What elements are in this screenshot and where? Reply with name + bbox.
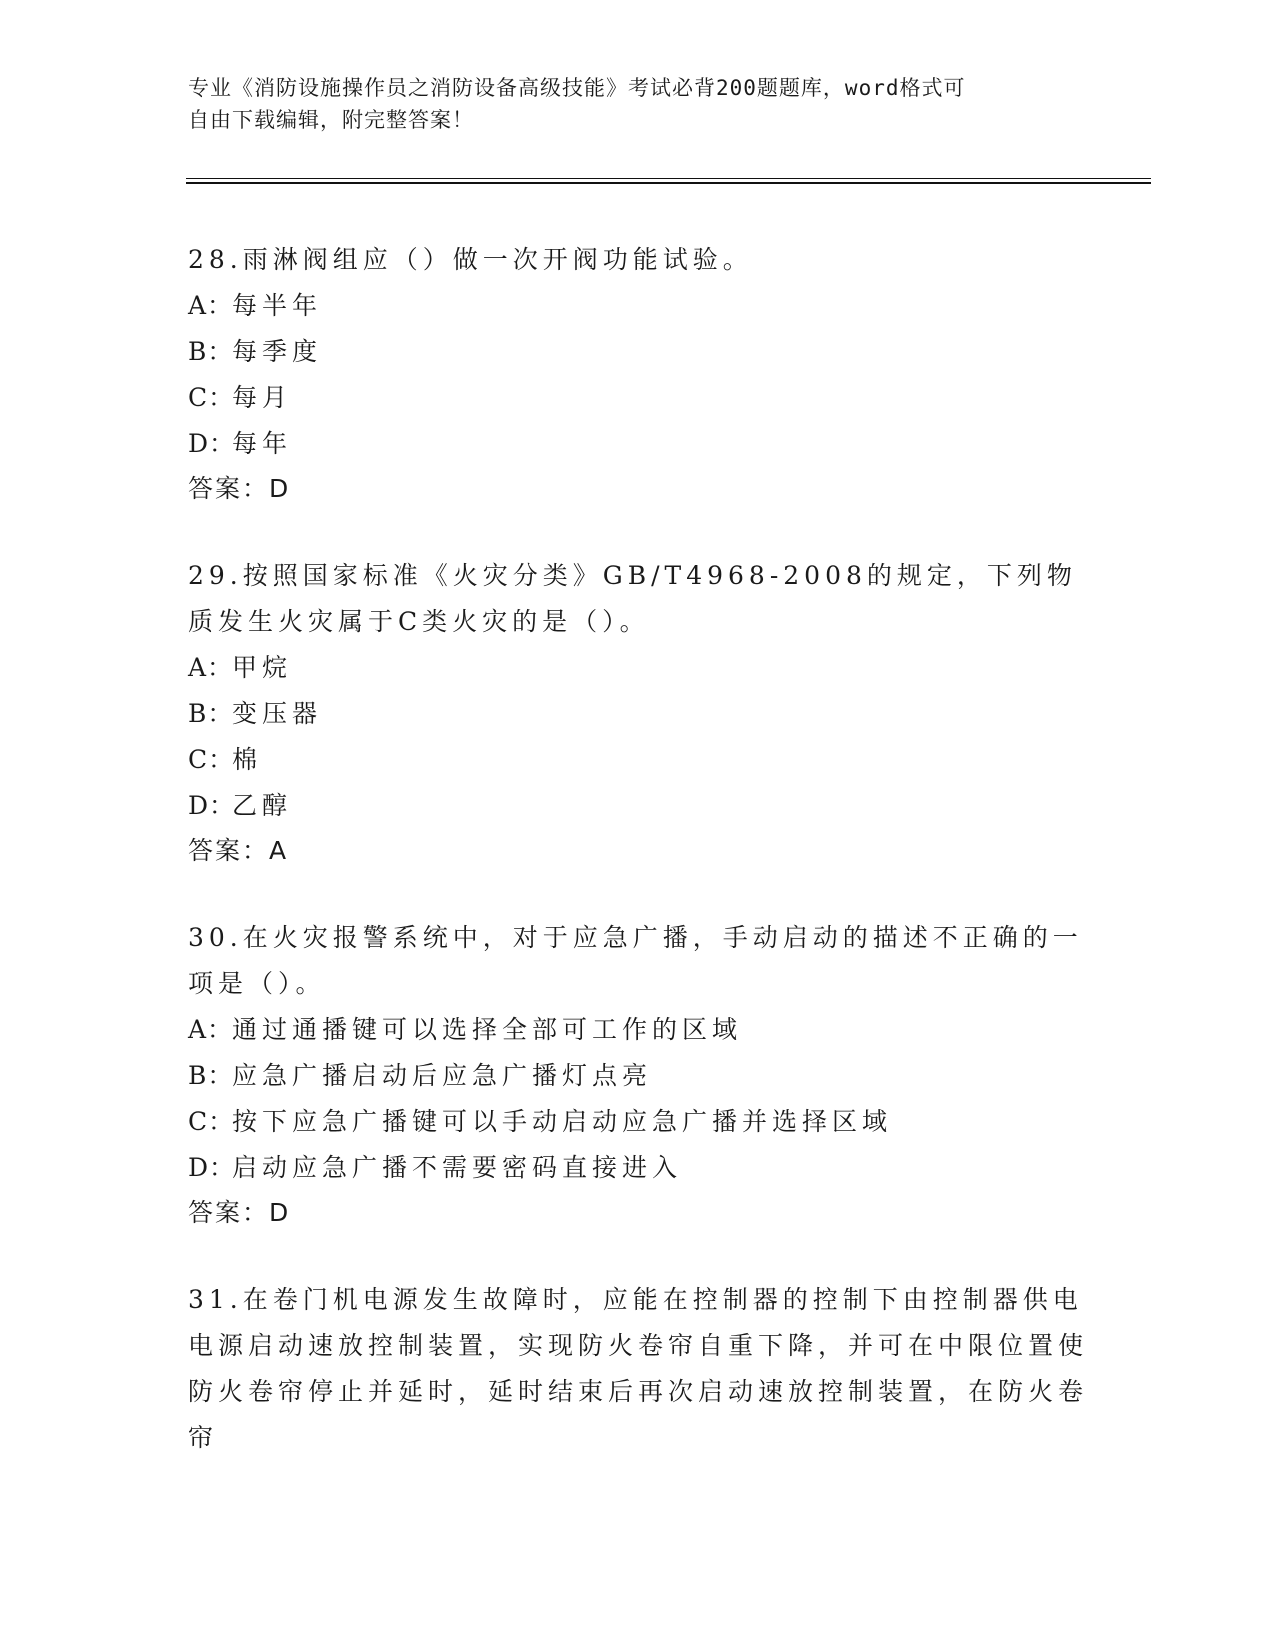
option-a [188, 645, 1088, 691]
question-text: 30.在火灾报警系统中，对于应急广播，手动启动的描述不正确的一项是（）。 [188, 923, 1083, 998]
option-text: 通过通播键可以选择全部可工作的区域 [232, 1015, 743, 1044]
answer-line: 答案：D [188, 474, 291, 503]
option-letter: A： [188, 291, 234, 320]
option-letter: A： [188, 1015, 234, 1044]
option-letter: D： [188, 791, 236, 820]
option-text: 每半年 [232, 291, 323, 320]
header-divider-thin [186, 178, 1151, 179]
option-c [188, 375, 1088, 421]
question-31 [188, 1277, 1088, 1461]
option-d [188, 783, 1088, 829]
option-letter: C： [188, 745, 235, 774]
option-c [188, 1099, 1088, 1145]
option-d [188, 421, 1088, 467]
option-d [188, 1145, 1088, 1191]
option-text: 应急广播启动后应急广播灯点亮 [232, 1061, 653, 1090]
option-letter: C： [188, 1107, 235, 1136]
header-divider-thick [186, 182, 1151, 184]
question-text: 29.按照国家标准《火灾分类》GB/T4968-2008的规定，下列物质发生火灾属于C类火灾的是（）。 [188, 561, 1077, 636]
option-letter: D： [188, 429, 236, 458]
option-text: 甲烷 [232, 653, 293, 682]
option-a [188, 1007, 1088, 1053]
option-text: 棉 [232, 745, 263, 774]
option-a [188, 283, 1088, 329]
header-line-2: 自由下载编辑，附完整答案！ [188, 108, 474, 132]
document-header [188, 72, 1068, 136]
question-text: 28.雨淋阀组应（）做一次开阀功能试验。 [188, 245, 753, 274]
option-text: 按下应急广播键可以手动启动应急广播并选择区域 [232, 1107, 893, 1136]
option-text: 每月 [232, 383, 293, 412]
option-letter: B： [188, 699, 234, 728]
option-letter: D： [188, 1153, 236, 1182]
option-text: 乙醇 [232, 791, 293, 820]
question-text: 31.在卷门机电源发生故障时，应能在控制器的控制下由控制器供电电源启动速放控制装置，实现防火卷帘自重下降，并可在中限位置使防火卷帘停止并延时，延时结束后再次启动速放控制装置，在防火卷帘 [188, 1285, 1089, 1452]
option-b [188, 329, 1088, 375]
option-b [188, 691, 1088, 737]
option-text: 每年 [232, 429, 293, 458]
option-b [188, 1053, 1088, 1099]
header-line-1: 专业《消防设施操作员之消防设备高级技能》考试必背200题题库，word格式可 [188, 76, 966, 100]
option-c [188, 737, 1088, 783]
option-letter: B： [188, 337, 234, 366]
question-28 [188, 237, 1088, 511]
option-letter: A： [188, 653, 234, 682]
option-text: 变压器 [232, 699, 323, 728]
answer-line: 答案：A [188, 836, 289, 865]
answer-line: 答案：D [188, 1198, 291, 1227]
option-text: 每季度 [232, 337, 323, 366]
question-list [188, 237, 1088, 1503]
question-30 [188, 915, 1088, 1235]
option-letter: C： [188, 383, 235, 412]
question-29 [188, 553, 1088, 873]
option-letter: B： [188, 1061, 234, 1090]
option-text: 启动应急广播不需要密码直接进入 [232, 1153, 683, 1182]
